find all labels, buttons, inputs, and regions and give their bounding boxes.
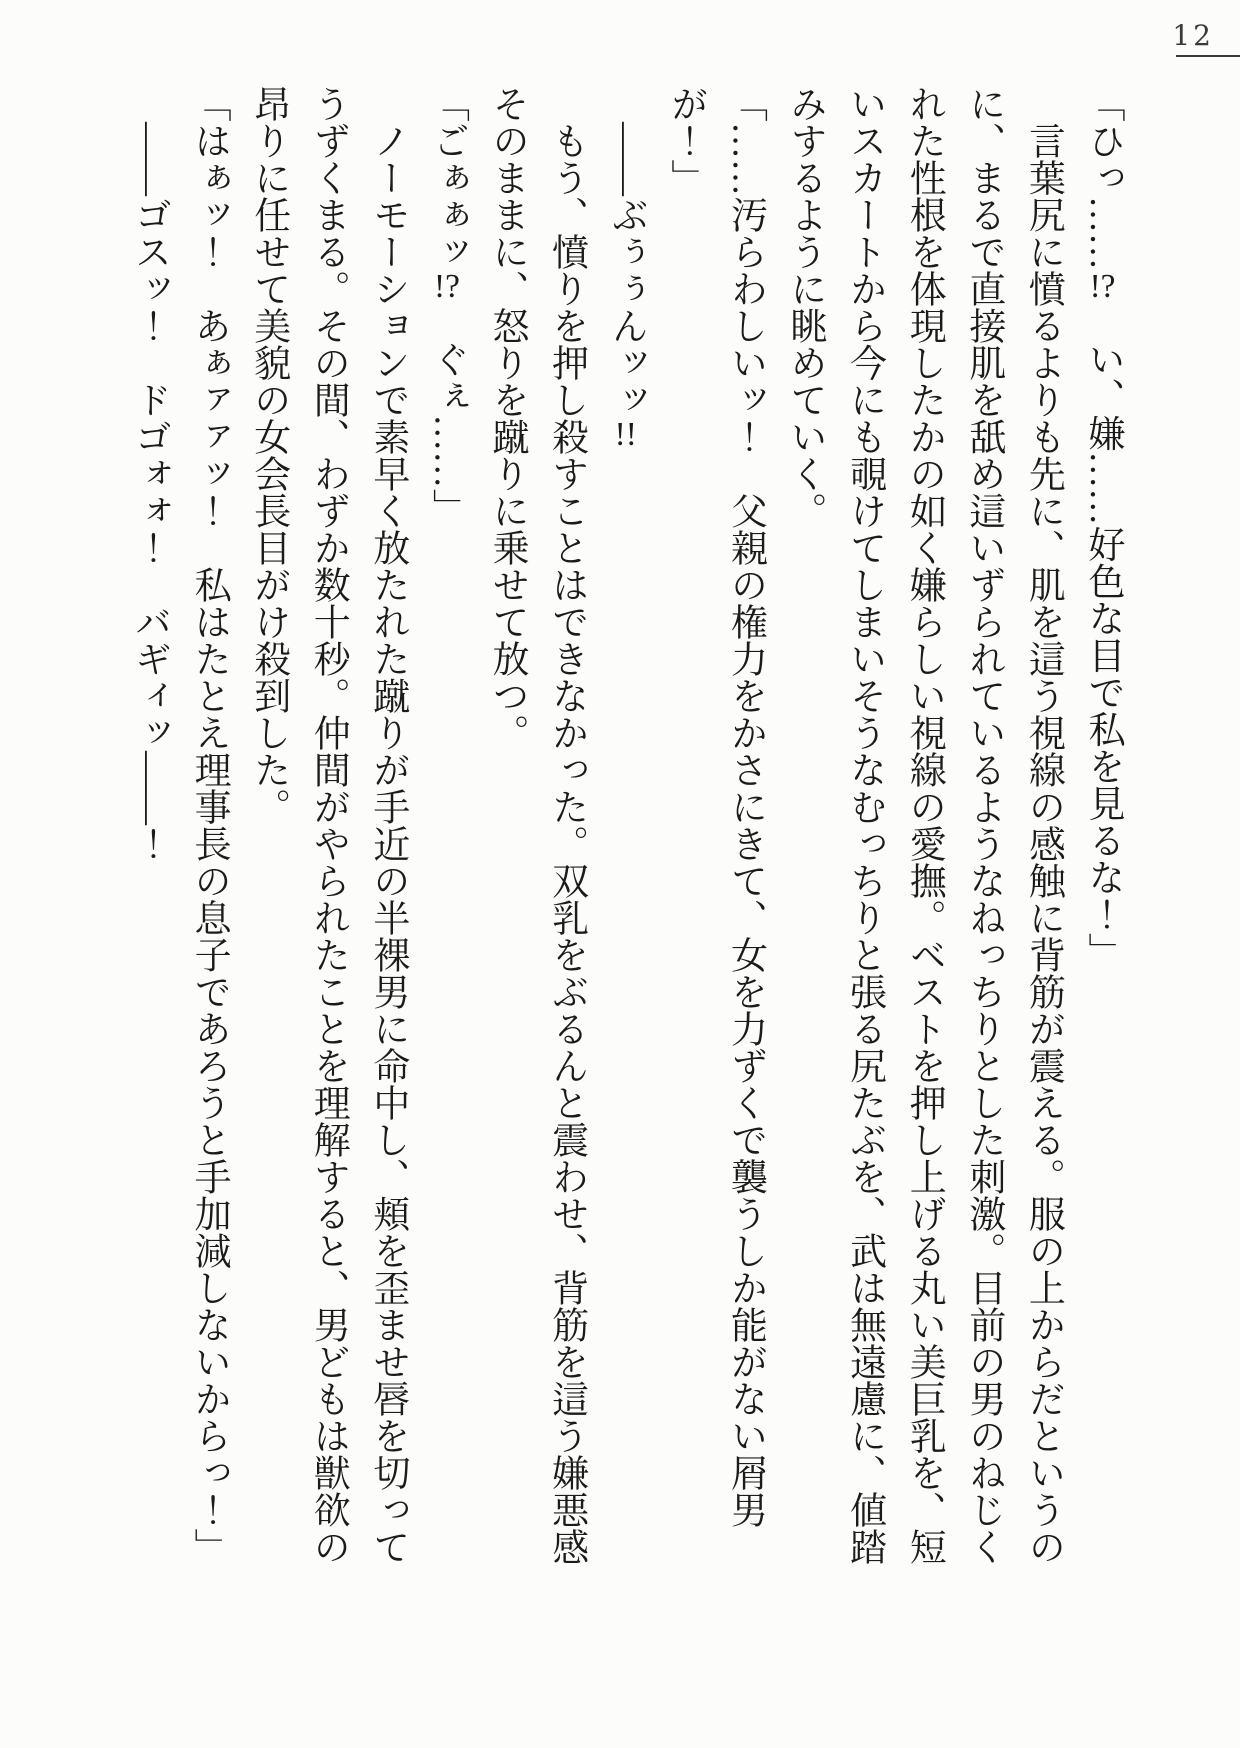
text-line: れた性根を体現したかの如く嫌らしい視線の愛撫。ベストを押し上げる丸い美巨乳を、短 [903,85,945,1565]
text-line: 「ひっ……!? い、嫌……好色な目で私を見るな！」 [1082,85,1123,970]
text-line: に、まるで直接肌を舐め這いずられているようなねっちりとした刺激。目前の男のねじく [962,85,1004,1565]
text-block [119,85,1132,1577]
tatechuyoko-punctuation: !! [614,418,637,452]
text-line: そのままに、怒りを蹴りに乗せて放つ。 [486,85,528,751]
text-line: が！」 [664,85,706,196]
tatechuyoko-punctuation: !? [434,270,460,304]
page-number: 12 [1172,19,1214,52]
text-line: うずくまる。その間、わずか数十秒。仲間がやられたことを理解すると、男どもは獣欲の [307,85,349,1565]
text-line: 「……汚らわしいッ！ 父親の権力をかさにきて、女を力ずくで襲うしか能がない屑男 [724,85,766,1528]
text-line: もう、憤りを押し殺すことはできなかった。双乳をぶるんと震わせ、背筋を這う嫌悪感 [545,122,587,1565]
text-line: ――ゴスッ！ ドゴォォ！ バギィッ――！ [128,122,170,862]
text-line: 「はぁッ！ あぁァァッ！ 私はたとえ理事長の息子であろうと手加減しないからっ！」 [188,85,230,1565]
text-line: 言葉尻に憤るよりも先に、肌を這う視線の感触に背筋が震える。服の上からだというの [1022,122,1064,1565]
text-line: みするように眺めていく。 [784,85,826,529]
tatechuyoko-punctuation: !? [1089,270,1116,304]
text-line: ノーモーションで素早く放たれた蹴りが手近の半裸男に命中し、頬を歪ませ唇を切って [366,122,408,1565]
text-line: いスカートから今にも覗けてしまいそうなむっちりと張る尻たぶを、武は無遠慮に、値踏 [843,85,885,1565]
text-line: ――ぶぅぅんッッ!! [605,122,647,452]
text-line: 昂りに任せて美貌の女会長目がけ殺到した。 [247,85,289,825]
text-line: 「ごぁぁッ!? ぐぇ……」 [426,85,468,526]
page-number-rule [1176,55,1240,57]
